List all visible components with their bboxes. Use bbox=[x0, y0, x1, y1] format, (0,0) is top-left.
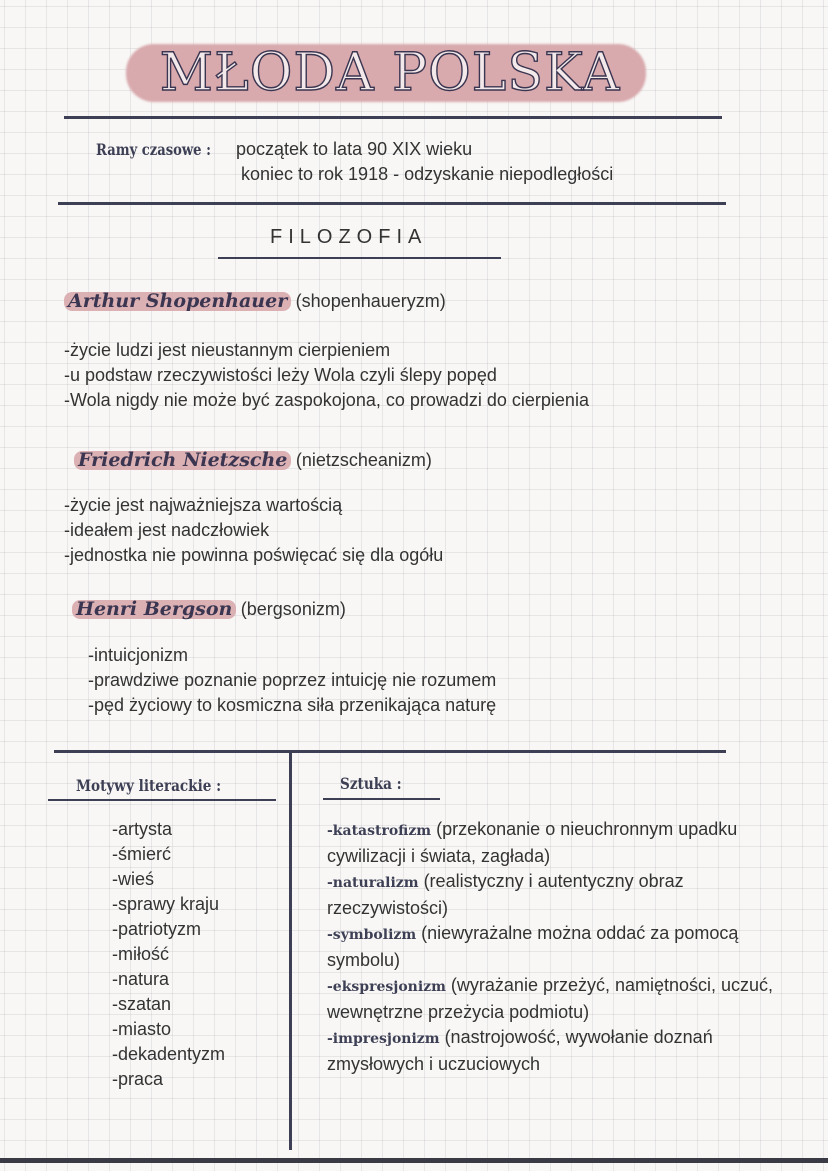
philosopher bbox=[72, 598, 346, 620]
philosopher-ism: (nietzscheanizm) bbox=[295, 450, 432, 470]
philosopher-name: Arthur Shopenhauer bbox=[64, 290, 291, 312]
divider bbox=[218, 257, 501, 259]
art-term: -symbolizm bbox=[327, 927, 417, 943]
divider bbox=[58, 202, 726, 205]
philosopher-points bbox=[64, 493, 443, 568]
section-heading-philosophy: FILOZOFIA bbox=[270, 226, 428, 248]
list-item: -miłość bbox=[112, 944, 169, 964]
timeframe-label: Ramy czasowe : bbox=[96, 140, 211, 159]
list-item: -szatan bbox=[112, 994, 172, 1014]
list-item: -prawdziwe poznanie poprzez intuicję nie rozumem bbox=[88, 670, 497, 690]
art-desc: (nastrojowość, wywołanie doznań zmysłowych i uczuciowych bbox=[327, 1027, 713, 1074]
art-movement bbox=[327, 921, 787, 973]
art-desc: (wyrażanie przeżyć, namiętności, uczuć, wewnętrzne przeżycia podmiotu) bbox=[327, 975, 774, 1022]
art-movement bbox=[327, 1025, 787, 1077]
art-movement bbox=[327, 973, 787, 1025]
philosopher bbox=[64, 290, 446, 312]
philosopher-name: Friedrich Nietzsche bbox=[74, 449, 291, 471]
art-heading: Sztuka : bbox=[340, 774, 402, 793]
philosopher-ism: (shopenhaueryzm) bbox=[295, 291, 446, 311]
list-item: -patriotyzm bbox=[112, 919, 202, 939]
divider bbox=[64, 116, 722, 119]
art-term: -ekspresjonizm bbox=[327, 979, 446, 995]
list-item: -artysta bbox=[112, 819, 173, 839]
list-item: -sprawy kraju bbox=[112, 894, 220, 914]
divider bbox=[323, 798, 440, 800]
list-item: -praca bbox=[112, 1069, 164, 1089]
philosopher-points bbox=[88, 643, 496, 718]
motifs-heading: Motywy literackie : bbox=[76, 776, 222, 795]
art-movement bbox=[327, 817, 787, 869]
page-title bbox=[120, 40, 660, 106]
timeframe bbox=[96, 137, 613, 187]
philosopher-name: Henri Bergson bbox=[72, 598, 236, 620]
list-item: -ideałem jest nadczłowiek bbox=[64, 520, 270, 540]
art-desc: (przekonanie o nieuchronnym upadku cywilizacji i świata, zagłada) bbox=[327, 819, 738, 866]
list-item: -śmierć bbox=[112, 844, 171, 864]
list-item: -Wola nigdy nie może być zaspokojona, co prowadzi do cierpienia bbox=[64, 390, 589, 410]
art-movement bbox=[327, 869, 787, 921]
list-item: -pęd życiowy to kosmiczna siła przenikająca naturę bbox=[88, 695, 497, 715]
timeframe-start: początek to lata 90 XIX wieku bbox=[236, 139, 473, 159]
list-item: -natura bbox=[112, 969, 170, 989]
divider bbox=[54, 750, 726, 753]
art-desc: (niewyrażalne można oddać za pomocą symbolu) bbox=[327, 923, 739, 970]
art-list bbox=[327, 817, 787, 1077]
list-item: -jednostka nie powinna poświęcać się dla ogółu bbox=[64, 545, 444, 565]
philosopher-ism: (bergsonizm) bbox=[240, 599, 346, 619]
list-item: -intuicjonizm bbox=[88, 645, 189, 665]
philosopher bbox=[74, 449, 432, 471]
motifs-list bbox=[112, 817, 225, 1092]
timeframe-end: koniec to rok 1918 - odzyskanie niepodległości bbox=[241, 164, 614, 184]
list-item: -wieś bbox=[112, 869, 155, 889]
art-term: -naturalizm bbox=[327, 875, 419, 891]
art-term: -impresjonizm bbox=[327, 1031, 440, 1047]
philosopher-points bbox=[64, 338, 589, 413]
column-divider bbox=[289, 752, 292, 1150]
art-desc: (realistyczny i autentyczny obraz rzeczywistości) bbox=[327, 871, 684, 918]
list-item: -u podstaw rzeczywistości leży Wola czyli ślepy popęd bbox=[64, 365, 497, 385]
list-item: -miasto bbox=[112, 1019, 172, 1039]
list-item: -dekadentyzm bbox=[112, 1044, 226, 1064]
title-text: MŁODA POLSKA bbox=[159, 43, 621, 103]
list-item: -życie ludzi jest nieustannym cierpieniem bbox=[64, 340, 391, 360]
art-term: -katastrofizm bbox=[327, 823, 432, 839]
divider bbox=[48, 799, 276, 801]
page-bottom-edge bbox=[0, 1158, 828, 1163]
list-item: -życie jest najważniejsza wartością bbox=[64, 495, 343, 515]
